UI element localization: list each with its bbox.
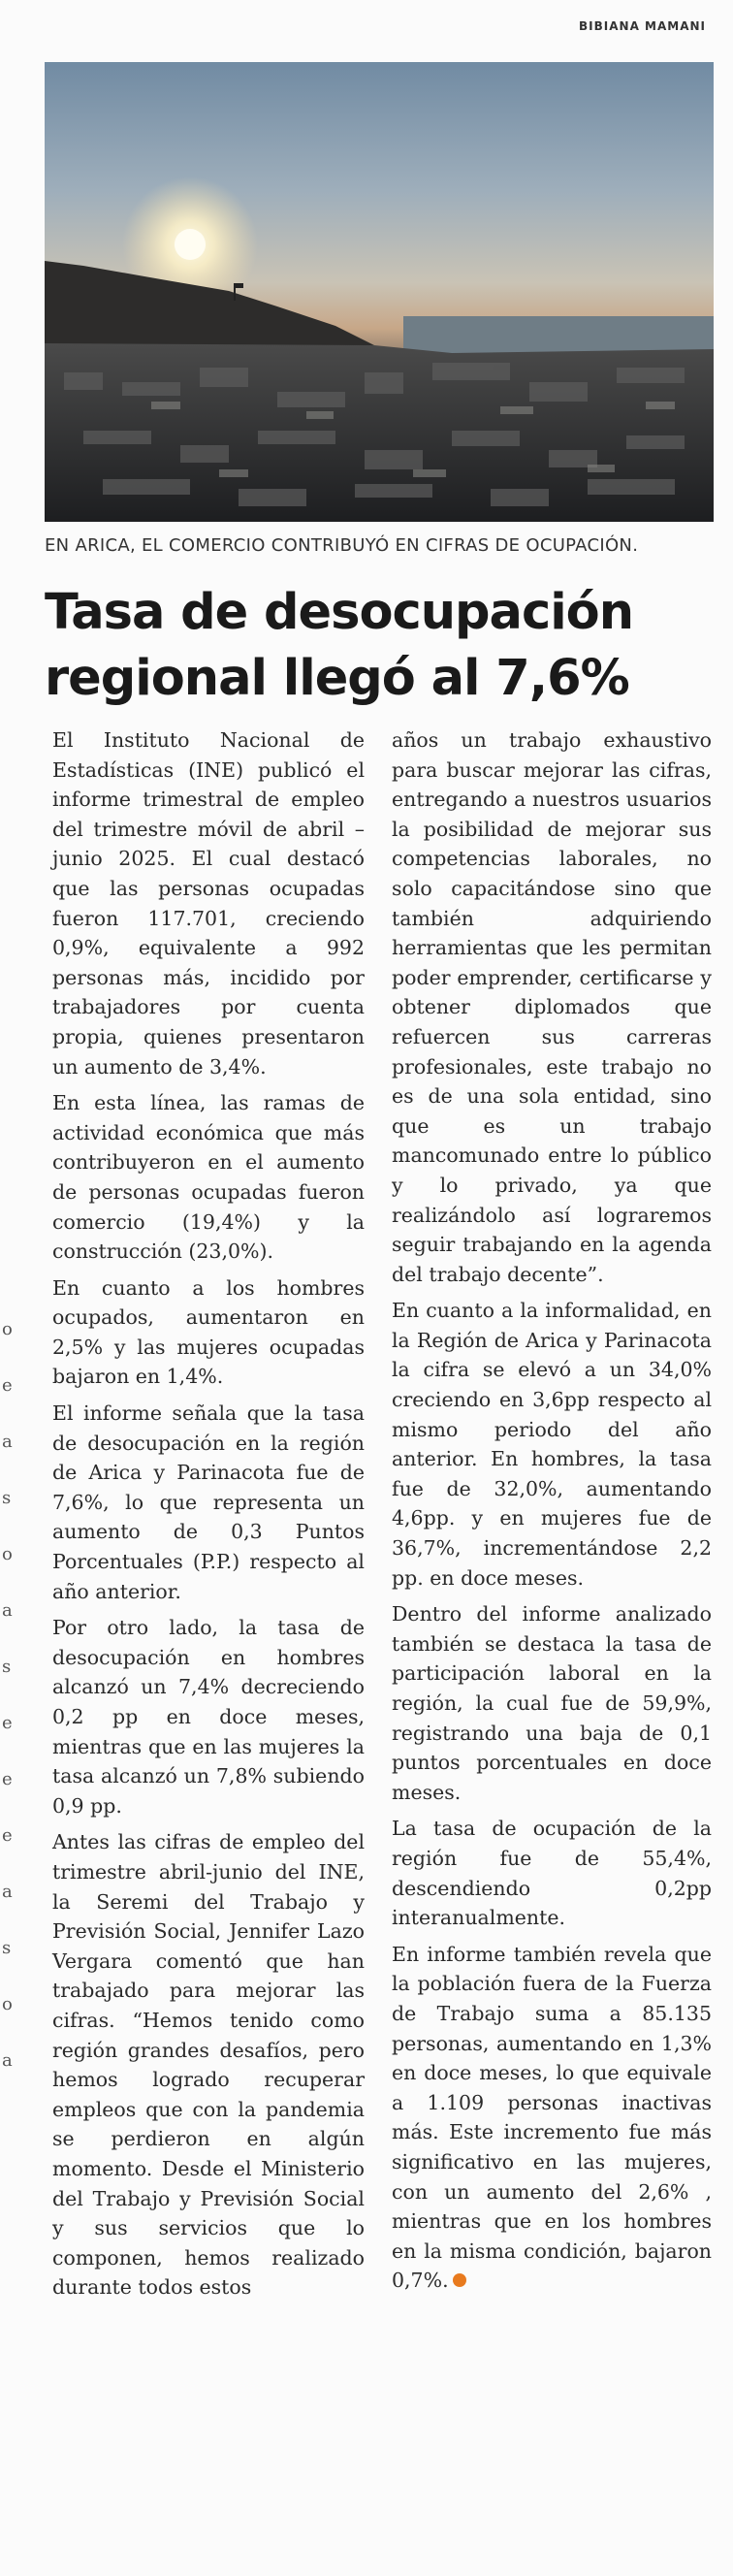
edge-fragment: s <box>2 1488 12 1508</box>
city-sunset-image <box>45 62 714 522</box>
headline-line-2: regional llegó al 7,6% <box>45 650 629 707</box>
paragraph: El informe señala que la tasa de desocupación en la región de Arica y Parinacota fue de 7,6%, lo que representa un aumento de 0,3 Puntos Porcentuales (P.P.) respecto al año anterior. <box>52 1401 365 1603</box>
article-left-column <box>52 725 365 2309</box>
edge-fragment: s <box>2 1938 12 1958</box>
article-right-column <box>392 725 712 2302</box>
photo-caption: EN ARICA, EL COMERCIO CONTRIBUYÓ EN CIFRAS DE OCUPACIÓN. <box>45 535 639 556</box>
paragraph: En esta línea, las ramas de actividad económica que más contribuyeron en el aumento de personas ocupadas fueron comercio (19,4%) y la construcción (23,0%). <box>52 1091 365 1264</box>
edge-fragment: e <box>2 1375 13 1396</box>
paragraph: En cuanto a los hombres ocupados, aumentaron en 2,5% y las mujeres ocupadas bajaron en 1,4%. <box>52 1275 365 1389</box>
edge-fragment: e <box>2 1769 13 1789</box>
edge-fragment: a <box>2 1432 13 1452</box>
headline-line-1: Tasa de desocupación <box>45 584 634 641</box>
edge-fragment: a <box>2 2050 13 2071</box>
article-headline <box>45 580 714 712</box>
article-photo <box>45 62 714 522</box>
edge-fragment: o <box>2 1994 13 2014</box>
edge-fragment: e <box>2 1825 13 1846</box>
edge-fragment: o <box>2 1319 13 1339</box>
edge-fragment: s <box>2 1657 12 1677</box>
adjacent-column-fragments <box>0 1319 17 2114</box>
paragraph-last <box>392 1940 712 2302</box>
edge-fragment: a <box>2 1600 13 1621</box>
end-of-article-icon <box>453 2273 466 2287</box>
paragraph-text: En informe también revela que la población fuera de la Fuerza de Trabajo suma a 85.135 personas, aumentando en 1,3% en doce meses, lo que equivale a 1.109 personas inactivas más. Este incremento fue más significativo en las mujeres, con un aumento del 2,6% , mientras que en los hombres en la misma condición, bajaron 0,7%. <box>392 1942 712 2293</box>
paragraph: Por otro lado, la tasa de desocupación en hombres alcanzó un 7,4% decreciendo 0,2 pp en doce meses, mientras que en las mujeres la tasa alcanzó un 7,8% subiendo 0,9 pp. <box>52 1616 365 1818</box>
paragraph: Dentro del informe analizado también se destaca la tasa de participación laboral en la región, la cual fue de 59,9%, registrando una baja de 0,1 puntos porcentuales en doce meses. <box>392 1602 712 1804</box>
paragraph: Antes las cifras de empleo del trimestre abril-junio del INE, la Seremi del Trabajo y Previsión Social, Jennifer Lazo Vergara comentó que han trabajado para mejorar las cifras. “Hemos tenido como región grandes desafíos, pero hemos logrado recuperar empleos que con la pandemia se perdieron en algún momento. Desde el Ministerio del Trabajo y Previsión Social y sus servicios que lo componen, hemos realizado durante todos estos <box>52 1830 365 2300</box>
edge-fragment: o <box>2 1544 13 1564</box>
photo-credit: BIBIANA MAMANI <box>579 19 706 33</box>
paragraph: En cuanto a la informalidad, en la Región de Arica y Parinacota la cifra se elevó a un 34,0% creciendo en 3,6pp respecto al mismo periodo del año anterior. En hombres, la tasa fue de 32,0%, aumentando 4,6pp. y en mujeres fue de 36,7%, incrementándose 2,2 pp. en doce meses. <box>392 1299 712 1590</box>
paragraph: El Instituto Nacional de Estadísticas (INE) publicó el informe trimestral de empleo del trimestre móvil de abril – junio 2025. El cual destacó que las personas ocupadas fueron 117.701, creciendo 0,9%, equivalente a 992 personas más, incidido por trabajadores por cuenta propia, quienes presentaron un aumento de 3,4%. <box>52 728 365 1079</box>
edge-fragment: a <box>2 1882 13 1902</box>
paragraph: La tasa de ocupación de la región fue de 55,4%, descendiendo 0,2pp interanualmente. <box>392 1817 712 1930</box>
edge-fragment: e <box>2 1713 13 1733</box>
paragraph: años un trabajo exhaustivo para buscar mejorar las cifras, entregando a nuestros usuarios la posibilidad de mejorar sus competencias laborales, no solo capacitándose sino que también adquiriendo herramientas que les permitan poder emprender, certificarse y obtener diplomados que refuercen sus carreras profesionales, este trabajo no es de una sola entidad, sino que es un trabajo mancomunado entre lo público y lo privado, ya que realizándolo así lograremos seguir trabajando en la agenda del trabajo decente”. <box>392 728 712 1286</box>
